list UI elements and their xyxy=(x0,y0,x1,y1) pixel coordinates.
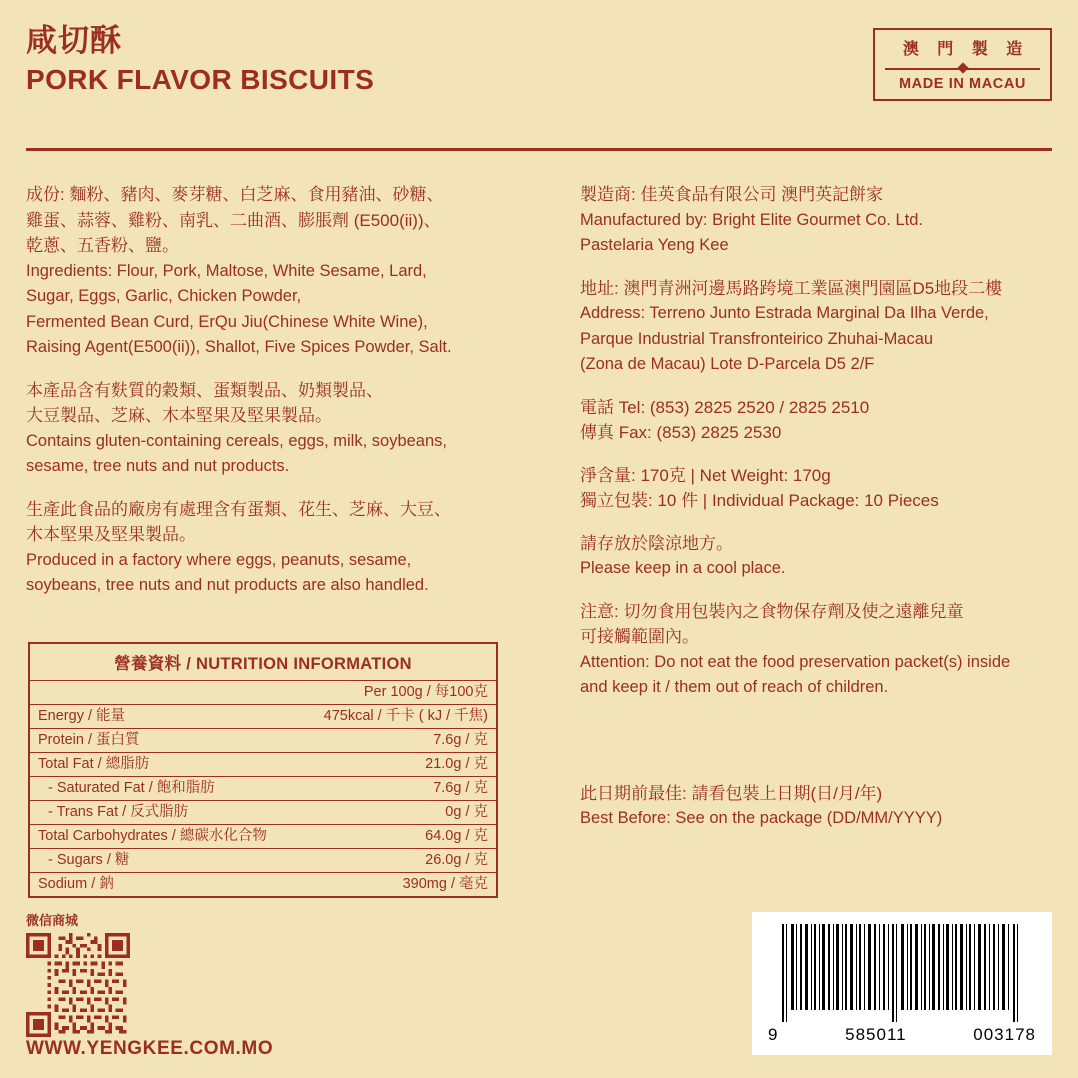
allergen-contains-block xyxy=(26,378,536,480)
table-row xyxy=(30,801,496,825)
right-column xyxy=(580,182,1055,849)
ingredients-line: 雞蛋、蒜蓉、雞粉、南乳、二曲酒、膨脹劑 (E500(ii))、 xyxy=(26,210,441,230)
net-weight-line: 淨含量: 170克 | Net Weight: 170g xyxy=(580,465,831,485)
barcode-svg xyxy=(780,924,1024,1022)
best-before-line: 此日期前最佳: 請看包裝上日期(日/月/年) xyxy=(580,783,883,803)
storage-block xyxy=(580,531,1055,582)
made-in-macau-badge xyxy=(873,28,1052,101)
table-row xyxy=(30,849,496,873)
wechat-qr-code-icon[interactable] xyxy=(26,933,130,1037)
package-count-line: 獨立包裝: 10 件 | Individual Package: 10 Pieces xyxy=(580,491,939,510)
ingredients-line: Sugar, Eggs, Garlic, Chicken Powder, xyxy=(26,287,302,305)
nutrition-table xyxy=(28,642,498,898)
table-row xyxy=(30,729,496,753)
best-before-line: Best Before: See on the package (DD/MM/YYYY) xyxy=(580,809,943,827)
ingredients-line: 成份: 麵粉、豬肉、麥芽糖、白芝麻、食用豬油、砂糖、 xyxy=(26,185,444,204)
badge-label-zh: 澳 門 製 造 xyxy=(902,41,1030,58)
table-row xyxy=(30,777,496,801)
manufacturer-line: Manufactured by: Bright Elite Gourmet Co. Ltd. xyxy=(580,210,923,229)
badge-label-en: MADE IN MACAU xyxy=(898,76,1026,92)
manufacturer-line: Pastelaria Yeng Kee xyxy=(580,236,729,254)
qr-svg xyxy=(26,933,130,1037)
barcode-digit-right: 003178 xyxy=(973,1025,1036,1044)
header xyxy=(26,22,1052,130)
barcode-block xyxy=(752,912,1052,1055)
ingredients-line: 乾蔥、五香粉、鹽。 xyxy=(26,236,179,255)
address-line: Parque Industrial Transfronteirico Zhuhai-Macau xyxy=(580,329,934,348)
nutrition-label: - Trans Fat / 反式脂肪 xyxy=(30,801,298,825)
barcode-bars-icon xyxy=(780,924,1024,1022)
nutrition-value: 21.0g / 克 xyxy=(298,753,496,777)
nutrition-value: 64.0g / 克 xyxy=(298,825,496,849)
storage-line: 請存放於陰涼地方。 xyxy=(580,533,733,553)
ingredients-line: Ingredients: Flour, Pork, Maltose, White Sesame, Lard, xyxy=(26,261,427,280)
nutrition-value: 390mg / 毫克 xyxy=(298,873,496,897)
table-row xyxy=(30,825,496,849)
ingredients-line: Fermented Bean Curd, ErQu Jiu(Chinese White Wine), xyxy=(26,312,428,331)
attention-line: and keep it / them out of reach of children. xyxy=(580,678,889,696)
factory-line: 生產此食品的廠房有處理含有蛋類、花生、芝麻、大豆、 xyxy=(26,499,451,519)
storage-line: Please keep in a cool place. xyxy=(580,559,786,577)
contains-line: Contains gluten-containing cereals, eggs, milk, soybeans, xyxy=(26,431,447,450)
page-title-zh: 咸切酥 xyxy=(26,23,122,58)
nutrition-value: 7.6g / 克 xyxy=(298,729,496,753)
address-line: (Zona de Macau) Lote D-Parcela D5 2/F xyxy=(580,355,875,373)
nutrition-label: Sodium / 鈉 xyxy=(30,873,298,897)
barcode-digit-left: 9 xyxy=(768,1025,779,1044)
header-divider xyxy=(26,148,1052,151)
attention-line: Attention: Do not eat the food preservation packet(s) inside xyxy=(580,652,1011,671)
nutrition-label: - Saturated Fat / 飽和脂肪 xyxy=(30,777,298,801)
nutrition-value: 0g / 克 xyxy=(298,801,496,825)
factory-line: soybeans, tree nuts and nut products are also handled. xyxy=(26,576,429,594)
address-line: Address: Terreno Junto Estrada Marginal Da Ilha Verde, xyxy=(580,304,989,322)
contains-line: 大豆製品、芝麻、木本堅果及堅果製品。 xyxy=(26,406,332,425)
manufacturer-line: 製造商: 佳英食品有限公司 澳門英記餅家 xyxy=(580,185,884,204)
factory-line: 木本堅果及堅果製品。 xyxy=(26,525,196,544)
table-row xyxy=(30,753,496,777)
nutrition-label: - Sugars / 糖 xyxy=(30,849,298,873)
nutrition-label: Protein / 蛋白質 xyxy=(30,729,298,753)
factory-line: Produced in a factory where eggs, peanuts, sesame, xyxy=(26,550,412,569)
contains-line: 本產品含有麩質的穀類、蛋類製品、奶類製品、 xyxy=(26,380,383,400)
manufacturer-block xyxy=(580,182,1055,259)
factory-allergen-block xyxy=(26,497,536,599)
nutrition-label: Total Carbohydrates / 總碳水化合物 xyxy=(30,825,298,849)
nutrition-value: 26.0g / 克 xyxy=(298,849,496,873)
diamond-divider-icon xyxy=(885,63,1040,73)
nutrition-value: 475kcal / 千卡 ( kJ / 千焦) xyxy=(298,705,496,729)
address-block xyxy=(580,276,1055,378)
attention-line: 注意: 切勿食用包裝內之食物保存劑及使之遠離兒童 xyxy=(580,601,964,621)
nutrition-grid xyxy=(30,680,496,896)
table-row xyxy=(30,705,496,729)
fax-line: 傳真 Fax: (853) 2825 2530 xyxy=(580,423,782,442)
table-row xyxy=(30,873,496,897)
table-row xyxy=(30,681,496,705)
attention-block xyxy=(580,599,1055,701)
nutrition-label: Energy / 能量 xyxy=(30,705,298,729)
barcode-digits xyxy=(768,1025,1036,1045)
telephone-line: 電話 Tel: (853) 2825 2520 / 2825 2510 xyxy=(580,397,870,417)
ingredients-block xyxy=(26,182,536,361)
contains-line: sesame, tree nuts and nut products. xyxy=(26,457,290,475)
contact-block xyxy=(580,395,1055,446)
page-title-en: PORK FLAVOR BISCUITS xyxy=(26,63,375,95)
nutrition-label: Total Fat / 總脂肪 xyxy=(30,753,298,777)
attention-line: 可接觸範圍內。 xyxy=(580,627,699,646)
nutrition-title: 營養資料 / NUTRITION INFORMATION xyxy=(114,655,412,673)
qr-caption: 微信商城 xyxy=(26,913,79,928)
best-before-block xyxy=(580,781,1055,832)
nutrition-per-header: Per 100g / 每100克 xyxy=(30,681,496,705)
website-url[interactable]: WWW.YENGKEE.COM.MO xyxy=(26,1038,274,1059)
nutrition-value: 7.6g / 克 xyxy=(298,777,496,801)
left-column xyxy=(26,182,536,616)
barcode-digit-mid: 585011 xyxy=(845,1025,907,1044)
ingredients-line: Raising Agent(E500(ii)), Shallot, Five Spices Powder, Salt. xyxy=(26,338,452,356)
weight-block xyxy=(580,463,1055,514)
qr-block xyxy=(26,910,326,1037)
address-line: 地址: 澳門青洲河邊馬路跨境工業區澳門園區D5地段二樓 xyxy=(580,278,1003,298)
